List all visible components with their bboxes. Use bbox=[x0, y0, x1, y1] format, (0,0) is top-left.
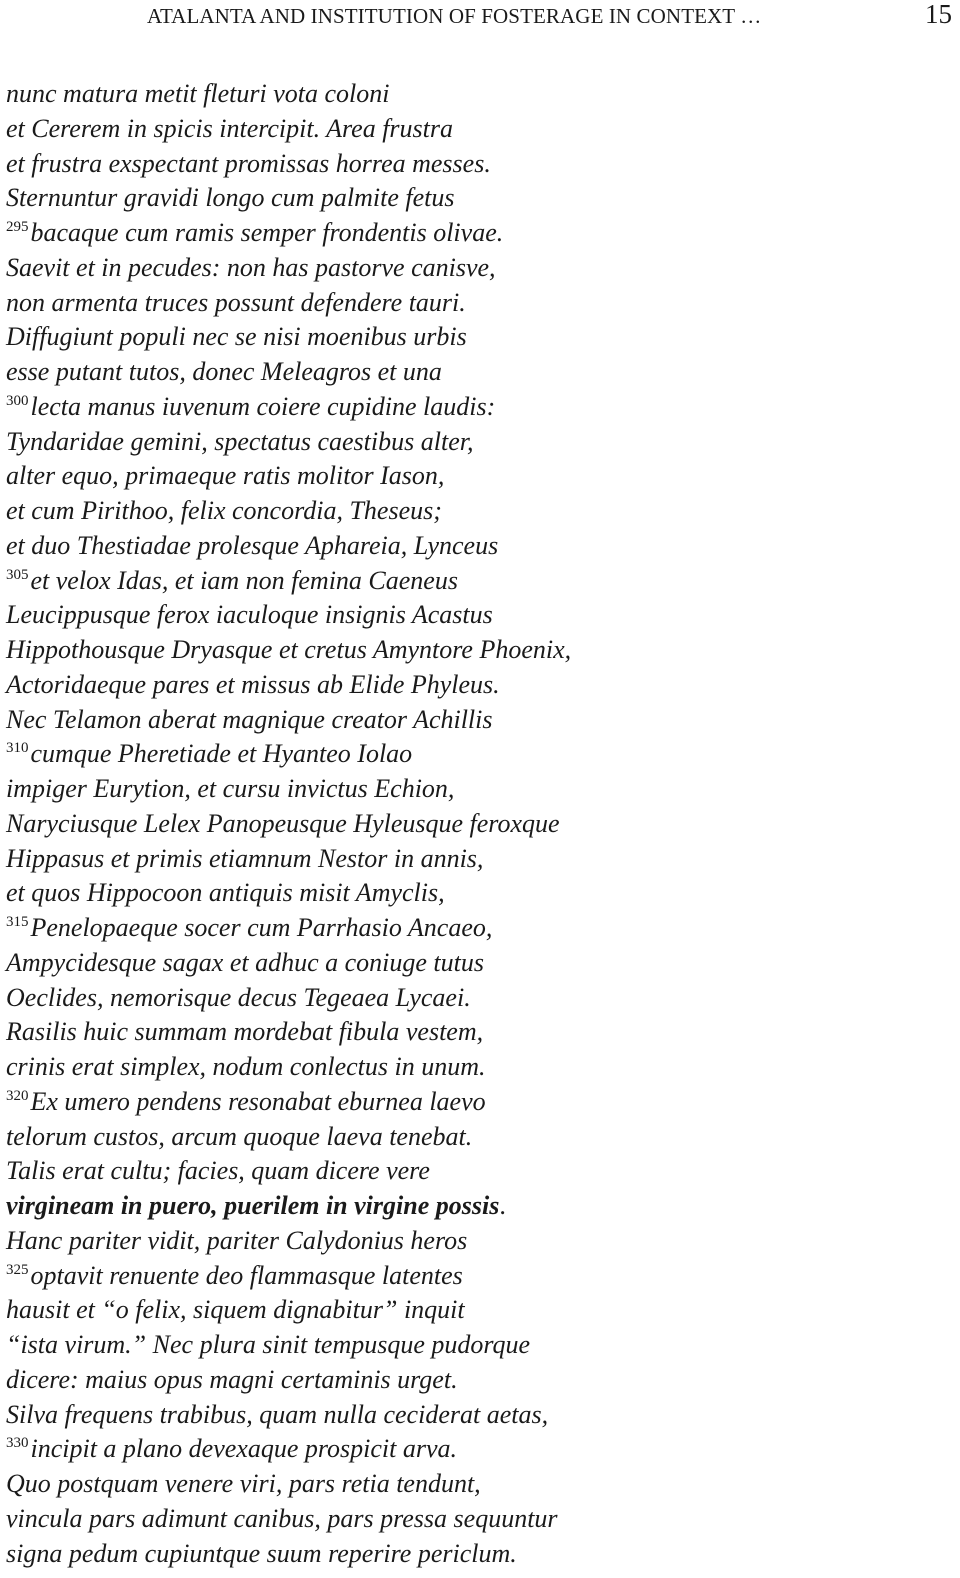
verse-line bbox=[6, 1363, 956, 1398]
verse-line bbox=[6, 876, 956, 911]
line-number: 300 bbox=[6, 392, 29, 409]
verse-line bbox=[6, 1224, 956, 1259]
line-number: 295 bbox=[6, 219, 29, 235]
verse-line bbox=[6, 911, 956, 946]
verse-text: vincula pars adimunt canibus, pars pressa sequuntur bbox=[6, 1503, 558, 1533]
verse-text: hausit et “o felix, siquem dignabitur” inquit bbox=[6, 1295, 465, 1325]
verse-text: bacaque cum ramis semper frondentis olivae. bbox=[30, 218, 504, 247]
verse-line bbox=[6, 842, 956, 877]
verse-line bbox=[6, 1015, 956, 1050]
verse-text: crinis erat simplex, nodum conlectus in unum. bbox=[6, 1052, 486, 1081]
line-number: 330 bbox=[6, 1435, 29, 1452]
verse-text: impiger Eurytion, et cursu invictus Echion, bbox=[6, 774, 455, 803]
verse-text: Sternuntur gravidi longo cum palmite fetus bbox=[6, 183, 455, 213]
verse-line bbox=[6, 1085, 956, 1120]
verse-text: Hippothousque Dryasque et cretus Amyntore Phoenix, bbox=[6, 635, 572, 664]
verse-line bbox=[6, 703, 956, 738]
verse-text: Saevit et in pecudes: non has pastorve canisve, bbox=[6, 252, 496, 282]
verse-line bbox=[6, 251, 956, 286]
verse-text: Quo postquam venere viri, pars retia tendunt, bbox=[6, 1469, 481, 1498]
verse-text: nunc matura metit fleturi vota coloni bbox=[6, 79, 390, 108]
verse-line bbox=[6, 1398, 956, 1433]
verse-text: signa pedum cupiuntque suum reperire periclum. bbox=[6, 1538, 517, 1568]
verse-text: alter equo, primaeque ratis molitor Iason, bbox=[6, 461, 445, 491]
verse-line bbox=[6, 772, 956, 807]
verse-line bbox=[6, 459, 956, 494]
verse-text: et Cererem in spicis intercipit. Area frustra bbox=[6, 113, 454, 143]
verse-text: Silva frequens trabibus, quam nulla ceciderat aetas, bbox=[6, 1399, 549, 1429]
verse-line bbox=[6, 112, 956, 147]
verse-text: incipit a plano devexaque prospicit arva. bbox=[30, 1434, 457, 1464]
verse-text: Rasilis huic summam mordebat fibula vestem, bbox=[6, 1017, 484, 1047]
verse-line bbox=[6, 320, 956, 355]
verse-line bbox=[6, 390, 956, 425]
running-head bbox=[0, 0, 960, 40]
verse-text: lecta manus iuvenum coiere cupidine laudis: bbox=[30, 391, 496, 421]
verse-line bbox=[6, 1432, 956, 1467]
verse-line bbox=[6, 1120, 956, 1155]
verse-line bbox=[6, 425, 956, 460]
verse-text: Naryciusque Lelex Panopeusque Hyleusque feroxque bbox=[6, 808, 560, 838]
verse-line bbox=[6, 147, 956, 182]
verse-text: telorum custos, arcum quoque laeva tenebat. bbox=[6, 1121, 473, 1151]
verse-text: Penelopaeque socer cum Parrhasio Ancaeo, bbox=[30, 913, 493, 942]
verse-text: dicere: maius opus magni certaminis urget. bbox=[6, 1364, 458, 1394]
verse-line bbox=[6, 1259, 956, 1294]
verse-text: optavit renuente deo flammasque latentes bbox=[30, 1260, 463, 1290]
verse-line bbox=[6, 668, 956, 703]
verse-text: et cum Pirithoo, felix concordia, Theseus; bbox=[6, 496, 442, 525]
verse-text: Talis erat cultu; facies, quam dicere vere bbox=[6, 1156, 430, 1186]
verse-text: Hanc pariter vidit, pariter Calydonius heros bbox=[6, 1225, 468, 1255]
verse-line bbox=[6, 946, 956, 981]
latin-verse-passage bbox=[6, 77, 956, 1571]
verse-text: Nec Telamon aberat magnique creator Achillis bbox=[6, 704, 493, 734]
line-number: 315 bbox=[6, 914, 29, 930]
page-number: 15 bbox=[925, 0, 952, 29]
verse-line bbox=[6, 181, 956, 216]
verse-line bbox=[6, 355, 956, 390]
verse-text: et duo Thestiadae prolesque Aphareia, Lynceus bbox=[6, 530, 499, 560]
verse-text: virgineam in puero, puerilem in virgine possis bbox=[6, 1191, 500, 1220]
verse-line bbox=[6, 1467, 956, 1502]
verse-text: esse putant tutos, donec Meleagros et una bbox=[6, 357, 442, 386]
verse-line bbox=[6, 564, 956, 599]
verse-punctuation: . bbox=[499, 1191, 506, 1220]
verse-line bbox=[6, 1189, 956, 1224]
verse-line bbox=[6, 807, 956, 842]
verse-line bbox=[6, 1328, 956, 1363]
verse-text: Hippasus et primis etiamnum Nestor in annis, bbox=[6, 843, 484, 873]
verse-text: et quos Hippocoon antiquis misit Amyclis, bbox=[6, 878, 445, 908]
line-number: 305 bbox=[6, 566, 29, 583]
verse-line bbox=[6, 598, 956, 633]
verse-text: “ista virum.” Nec plura sinit tempusque pudorque bbox=[6, 1330, 531, 1359]
verse-text: Actoridaeque pares et missus ab Elide Phyleus. bbox=[6, 669, 500, 699]
verse-line bbox=[6, 529, 956, 564]
line-number: 310 bbox=[6, 740, 29, 757]
verse-line bbox=[6, 286, 956, 321]
verse-text: Tyndaridae gemini, spectatus caestibus alter, bbox=[6, 426, 474, 456]
verse-text: et frustra exspectant promissas horrea messes. bbox=[6, 148, 491, 178]
verse-text: Ex umero pendens resonabat eburnea laevo bbox=[30, 1086, 486, 1116]
verse-text: Oeclides, nemorisque decus Tegeaea Lycaei. bbox=[6, 982, 471, 1012]
verse-text: Leucippusque ferox iaculoque insignis Acastus bbox=[6, 600, 493, 630]
verse-text: cumque Pheretiade et Hyanteo Iolao bbox=[30, 739, 413, 769]
verse-line bbox=[6, 1502, 956, 1537]
verse-line bbox=[6, 1537, 956, 1572]
verse-line bbox=[6, 494, 956, 529]
verse-text: et velox Idas, et iam non femina Caeneus bbox=[30, 565, 458, 595]
verse-line bbox=[6, 1050, 956, 1085]
verse-text: non armenta truces possunt defendere tauri. bbox=[6, 287, 466, 317]
verse-text: Ampycidesque sagax et adhuc a coniuge tutus bbox=[6, 947, 484, 977]
verse-line bbox=[6, 1154, 956, 1189]
running-title: ATALANTA AND INSTITUTION OF FOSTERAGE IN CONTEXT … bbox=[147, 4, 762, 28]
verse-line bbox=[6, 1293, 956, 1328]
line-number: 320 bbox=[6, 1087, 29, 1104]
verse-line bbox=[6, 77, 956, 112]
line-number: 325 bbox=[6, 1261, 29, 1278]
verse-line bbox=[6, 981, 956, 1016]
verse-line bbox=[6, 737, 956, 772]
verse-text: Diffugiunt populi nec se nisi moenibus urbis bbox=[6, 322, 467, 352]
verse-line bbox=[6, 633, 956, 668]
verse-line bbox=[6, 216, 956, 251]
